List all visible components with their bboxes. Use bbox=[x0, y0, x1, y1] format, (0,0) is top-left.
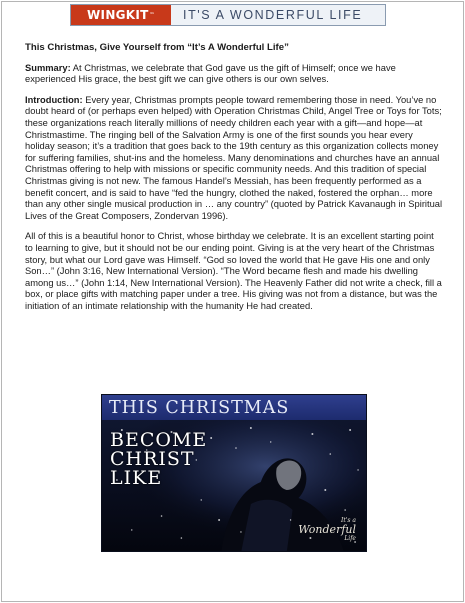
poster-text-become: BECOME bbox=[110, 429, 208, 451]
summary-text: At Christmas, we celebrate that God gave us the gift of Himself; once we have experienced His grace, the best gift we can give others is our own selves. bbox=[25, 62, 396, 85]
introduction-text: Every year, Christmas prompts people toward remembering those in need. You’ve no doubt heard of (or perhaps even helped) with Operation Christmas Child, Angel Tree or Toys for Tots; these organizations reach literally millions of needy children each year with a gift—and hope—at Christmastime. The ringing bell of the Salvation Army is one of the first sounds you hear every holiday season; it’s a tradition that goes back to the 19th century as this organization collects money for suffering families, shut-ins and the homeless. Many denominations and churches have an annual Christmas offering to help with missions or specific community needs. And this tradition of special Christmas giving is not new. The famous Handel’s Messiah, has been frequently performed as a benefit concert, and is said to have “fed the hungry, clothed the naked, fostered the orphan… more than any other single musical production in … any country” (quoted by Patrick Kavanaugh in Spiritual Lives of the Great Composers, Zondervan 1996). bbox=[25, 94, 443, 221]
film-title-logo bbox=[298, 516, 356, 543]
body-paragraph: All of this is a beautiful honor to Christ, whose birthday we celebrate. It is an excellent starting point to learning to give, but it should not be our ending point. Giving is at the very heart of the Christmas story, but what our Lord gave was Himself. “God so loved the world that He gave His one and only Son…” (John 3:16, New International Version). “The Word became flesh and made his dwelling among us…” (John 1:14, New International Version). The Heavenly Father did not write a check, fill a box, or place gifts with matching paper under a tree. His giving was not from a distance, but was the initiation of an intimate relationship with the humanity He had created. bbox=[25, 231, 442, 311]
poster-banner: THIS CHRISTMAS bbox=[102, 395, 366, 420]
movie-poster-image bbox=[101, 394, 367, 552]
introduction-paragraph bbox=[25, 95, 443, 223]
poster-text-christ: CHRIST bbox=[110, 448, 195, 470]
trademark-mark: ™ bbox=[149, 12, 155, 18]
header-title: IT'S A WONDERFUL LIFE bbox=[171, 5, 385, 25]
document-body bbox=[25, 42, 443, 321]
film-logo-top: It's a bbox=[341, 517, 356, 524]
introduction-label: Introduction: bbox=[25, 94, 83, 105]
poster-text-like: LIKE bbox=[110, 467, 163, 489]
brand-name: WINGKIT bbox=[87, 8, 149, 22]
film-logo-bottom: Life bbox=[344, 535, 356, 542]
film-logo-mid: Wonderful bbox=[298, 523, 356, 536]
summary-label: Summary: bbox=[25, 62, 71, 73]
summary-paragraph bbox=[25, 63, 443, 86]
header-bar bbox=[70, 4, 386, 26]
brand-logo bbox=[71, 5, 171, 25]
document-title: This Christmas, Give Yourself from “It’s A Wonderful Life” bbox=[25, 42, 289, 53]
